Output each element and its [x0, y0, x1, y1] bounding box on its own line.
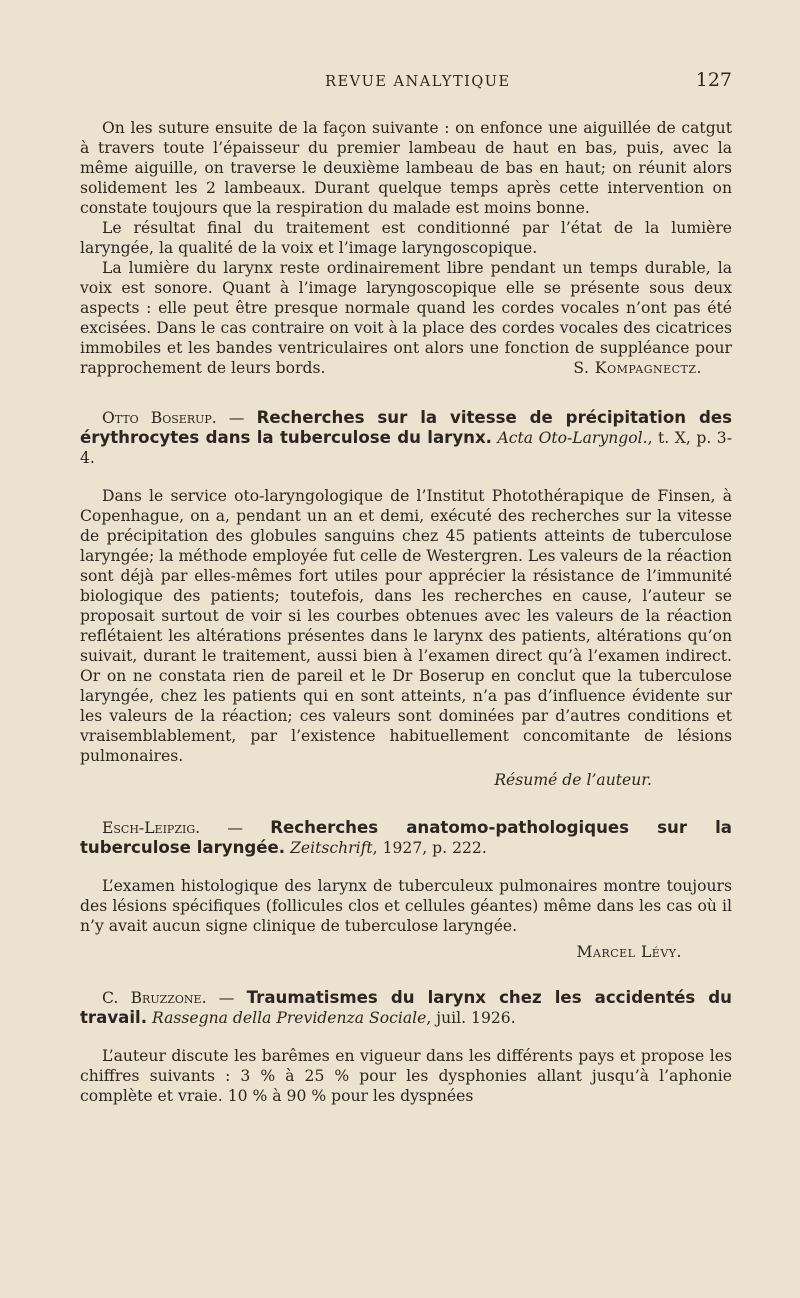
- entry-credit: Marcel Lévy.: [576, 943, 682, 961]
- entry-title: Recherches anatomo-pathologiques sur la tuberculose laryngée.: [80, 818, 732, 857]
- page-number: 127: [695, 69, 732, 91]
- paragraph: On les suture ensuite de la façon suivante : on enfonce une aiguillée de catgut à travers toute l’épaisseur du premier lambeau de haut en bas, puis, avec la même aiguille, on traverse le deuxième lambeau de bas en haut; on réunit alors solidement les 2 lambeaux. Durant quelque temps après cette intervention on constate toujours que la respiration du malade est moins bonne.: [80, 119, 732, 217]
- entry-title: Traumatismes du larynx chez les accidentés du travail.: [80, 988, 732, 1027]
- entry-reference: , juil. 1926.: [426, 1009, 516, 1027]
- entry-journal: Zeitschrift: [290, 839, 373, 857]
- entry-credit: Résumé de l’auteur.: [494, 771, 652, 789]
- entry-author: Esch-Leipzig.: [102, 819, 201, 837]
- entry-reference: , 1927, p. 222.: [372, 839, 487, 857]
- running-title: REVUE ANALYTIQUE: [325, 74, 511, 90]
- entry-dash: —: [206, 989, 247, 1007]
- paragraph: La lumière du larynx reste ordinairement libre pendant un temps durable, la voix est sonore. Quant à l’image laryngoscopique elle se présente sous deux aspects : elle peut être presque normale quand les cordes vocales n’ont pas été excisées. Dans le cas contraire on voit à la place des cordes vocales des cicatrices immobiles et les bandes ventriculaires ont alors une fonction de suppléance pour rapprochement de leurs bords.: [80, 259, 732, 377]
- entry-author: C. Bruzzone.: [102, 989, 207, 1007]
- entry-body: L’auteur discute les barêmes en vigueur dans les différents pays et propose les chiffres suivants : 3 % à 25 % pour les dysphonies allant jusqu’à l’aphonie complète et vraie. 10 % à 90 % pour les dyspnées: [80, 1047, 732, 1105]
- entry-author: Otto Boserup.: [102, 409, 217, 427]
- entry-journal: Acta Oto-Laryngol.: [497, 429, 648, 447]
- entry-heading: [80, 818, 732, 858]
- entry-dash: —: [216, 409, 257, 427]
- entry-heading: [80, 408, 732, 468]
- entry-heading: [80, 988, 732, 1028]
- entry-body: L’examen histologique des larynx de tuberculeux pulmonaires montre toujours des lésions spécifiques (follicules clos et cellules géantes) même dans les cas où il n’y avait aucun signe clinique de tuberculose laryngée.: [80, 877, 732, 935]
- signature: S. Kompagnectz.: [573, 359, 702, 377]
- entry-journal: Rassegna della Previdenza Sociale: [151, 1009, 427, 1027]
- entry-reference: , t. X, p. 3-4.: [80, 429, 732, 467]
- paragraph: Le résultat final du traitement est conditionné par l’état de la lumière laryngée, la qualité de la voix et l’image laryngoscopique.: [80, 219, 732, 257]
- entry-body: Dans le service oto-laryngologique de l’Institut Photothérapique de Finsen, à Copenhague, on a, pendant un an et demi, exécuté des recherches sur la vitesse de précipitation des globules sanguins chez 45 patients atteints de tuberculose laryngée; la méthode employée fut celle de Westergren. Les valeurs de la réaction sont déjà par elles-mêmes fort utiles pour apprécier la résistance de l’immunité biologique des patients; toutefois, dans les recherches en cause, l’auteur se proposait surtout de voir si les courbes obtenues avec les valeurs de la réaction reflétaient les altérations présentes dans le larynx des patients, altérations qu’on suivait, durant le traitement, aussi bien à l’examen direct qu’à l’examen indirect. Or on ne constata rien de pareil et le Dr Boserup en conclut que la tuberculose laryngée, chez les patients qui en sont atteints, n’a pas d’influence évidente sur les valeurs de la réaction; ces valeurs sont dominées par d’autres conditions et vraisemblablement, par l’existence habituellement concomitante de lésions pulmonaires.: [80, 487, 732, 765]
- document-page: [80, 70, 732, 1106]
- entry-title: Recherches sur la vitesse de précipitation des érythrocytes dans la tuberculose du larynx.: [80, 408, 732, 447]
- page-header: [80, 70, 732, 92]
- entry-dash: —: [200, 819, 271, 837]
